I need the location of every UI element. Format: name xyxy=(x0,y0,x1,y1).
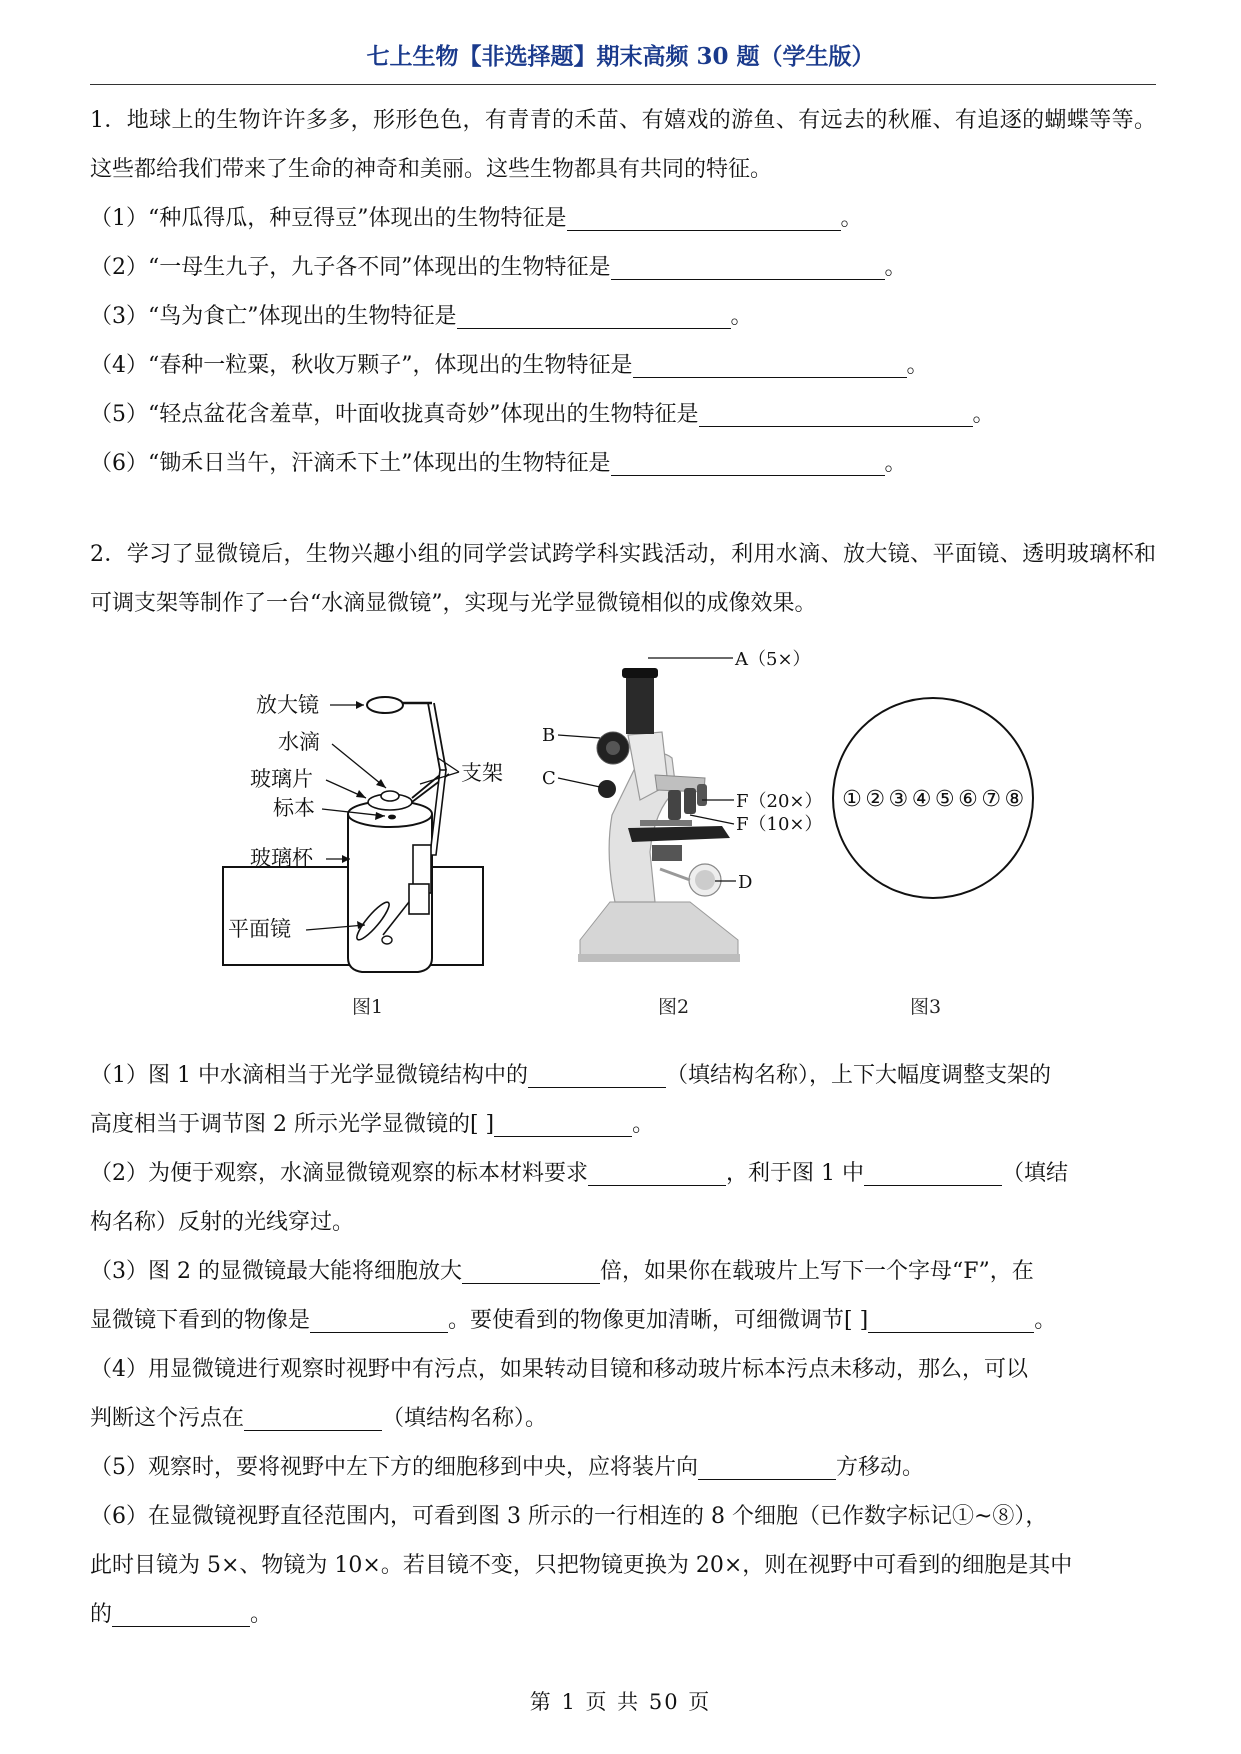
q1-item-2-text: （2）“一母生九子，九子各不同”体现出的生物特征是 xyxy=(90,255,611,280)
label-c-fine: C xyxy=(542,768,556,789)
cell-mark: ⑤ xyxy=(934,787,955,812)
label-specimen: 标本 xyxy=(273,796,315,820)
label-f-20x: F（20×） xyxy=(736,791,823,812)
answer-blank[interactable] xyxy=(528,1059,666,1088)
cell-mark: ⑦ xyxy=(981,787,1002,812)
q2-sub6-line2: 此时目镜为 5×、物镜为 10×。若目镜不变，只把物镜更换为 20×，则在视野中可看到的细胞是其中 xyxy=(90,1553,1073,1578)
q1-item-4: （4）“春种一粒粟，秋收万颗子”，体现出的生物特征是 。 xyxy=(90,341,1156,390)
answer-blank[interactable] xyxy=(611,447,885,476)
answer-blank[interactable] xyxy=(457,300,731,329)
q1-item-5-text: （5）“轻点盆花含羞草，叶面收拢真奇妙”体现出的生物特征是 xyxy=(90,402,699,427)
q2-sub6-line1: （6）在显微镜视野直径范围内，可看到图 3 所示的一行相连的 8 个细胞（已作数字标记①~⑧）， xyxy=(90,1504,1048,1529)
answer-blank[interactable] xyxy=(310,1304,448,1333)
answer-blank[interactable] xyxy=(633,349,907,378)
answer-blank[interactable] xyxy=(567,202,841,231)
cell-mark: ③ xyxy=(888,787,909,812)
label-stand: 支架 xyxy=(461,761,503,785)
q1-item-1-text: （1）“种瓜得瓜，种豆得豆”体现出的生物特征是 xyxy=(90,206,567,231)
microscope-figures xyxy=(0,640,1241,1040)
q2-sub1-line1: （1）图 1 中水滴相当于光学显微镜结构中的 （填结构名称），上下大幅度调整支架的 xyxy=(90,1051,1156,1100)
question-1-stem: 1．地球上的生物许许多多，形形色色，有青青的禾苗、有嬉戏的游鱼、有远去的秋雁、有追逐的蝴蝶等等。这些都给我们带来了生命的神奇和美丽。这些生物都具有共同的特征。 xyxy=(90,108,1156,182)
page-footer: 第 1 页 共 50 页 xyxy=(529,1690,712,1714)
q2-sub2-line2: 构名称）反射的光线穿过。 xyxy=(90,1210,355,1235)
label-glass-cup: 玻璃杯 xyxy=(250,846,313,870)
cell-mark: ④ xyxy=(911,787,932,812)
figure-2-caption: 图2 xyxy=(658,996,690,1018)
question-2-stem: 2．学习了显微镜后，生物兴趣小组的同学尝试跨学科实践活动，利用水滴、放大镜、平面镜、透明玻璃杯和可调支架等制作了一台“水滴显微镜”，实现与光学显微镜相似的成像效果。 xyxy=(90,542,1156,616)
label-water-drop: 水滴 xyxy=(278,730,320,754)
label-glass-slide: 玻璃片 xyxy=(250,767,313,791)
answer-blank[interactable] xyxy=(494,1108,632,1137)
answer-blank[interactable] xyxy=(611,251,885,280)
q2-sub6-line3: 的 。 xyxy=(90,1590,1156,1639)
q1-item-2: （2）“一母生九子，九子各不同”体现出的生物特征是 。 xyxy=(90,243,1156,292)
label-f-10x: F（10×） xyxy=(736,814,823,835)
label-b-coarse: B xyxy=(542,725,556,746)
q2-sub3-line2: 显微镜下看到的物像是 。要使看到的物像更加清晰，可细微调节[ ] 。 xyxy=(90,1296,1156,1345)
cell-mark: ⑧ xyxy=(1004,787,1025,812)
cell-mark: ⑥ xyxy=(958,787,978,812)
cell-mark: ① xyxy=(842,787,862,812)
q1-item-4-text: （4）“春种一粒粟，秋收万颗子”，体现出的生物特征是 xyxy=(90,353,633,378)
answer-blank[interactable] xyxy=(244,1402,382,1431)
q2-sub1-line2: 高度相当于调节图 2 所示光学显微镜的[ ] 。 xyxy=(90,1100,1156,1149)
answer-blank[interactable] xyxy=(699,398,973,427)
label-flat-mirror: 平面镜 xyxy=(228,917,291,941)
q1-item-3: （3）“鸟为食亡”体现出的生物特征是 。 xyxy=(90,292,1156,341)
q2-sub4-line1: （4）用显微镜进行观察时视野中有污点，如果转动目镜和移动玻片标本污点未移动，那么，可以 xyxy=(90,1357,1029,1382)
q1-item-1: （1）“种瓜得瓜，种豆得豆”体现出的生物特征是 。 xyxy=(90,194,1156,243)
page-title: 七上生物【非选择题】期末高频 30 题（学生版） xyxy=(366,43,875,70)
label-d-mirror: D xyxy=(738,872,753,893)
figure-1-water-microscope xyxy=(223,693,503,1018)
figure-2-optical-microscope xyxy=(542,649,822,1018)
label-magnifier: 放大镜 xyxy=(256,693,319,717)
header-divider xyxy=(90,84,1156,85)
q1-item-3-text: （3）“鸟为食亡”体现出的生物特征是 xyxy=(90,304,457,329)
answer-blank[interactable] xyxy=(462,1255,600,1284)
cell-mark: ② xyxy=(865,787,886,812)
q2-sub3-line1: （3）图 2 的显微镜最大能将细胞放大 倍，如果你在载玻片上写下一个字母“F”，在 xyxy=(90,1247,1156,1296)
figure-3-caption: 图3 xyxy=(910,996,942,1018)
answer-blank[interactable] xyxy=(588,1157,726,1186)
q1-item-6: （6）“锄禾日当午，汗滴禾下土”体现出的生物特征是 。 xyxy=(90,439,1156,488)
q2-sub4-line2: 判断这个污点在 （填结构名称）。 xyxy=(90,1394,1156,1443)
q2-sub5: （5）观察时，要将视野中左下方的细胞移到中央，应将装片向 方移动。 xyxy=(90,1443,1156,1492)
answer-blank[interactable] xyxy=(698,1451,836,1480)
q1-item-6-text: （6）“锄禾日当午，汗滴禾下土”体现出的生物特征是 xyxy=(90,451,611,476)
answer-blank[interactable] xyxy=(868,1304,1034,1333)
q2-sub2-line1: （2）为便于观察，水滴显微镜观察的标本材料要求 ，利于图 1 中 （填结 xyxy=(90,1149,1156,1198)
label-a-eyepiece: A（5×） xyxy=(735,649,811,670)
figure-3-field-of-view xyxy=(833,698,1033,1018)
figure-1-caption: 图1 xyxy=(352,996,384,1018)
answer-blank[interactable] xyxy=(112,1598,250,1627)
q1-item-5: （5）“轻点盆花含羞草，叶面收拢真奇妙”体现出的生物特征是 。 xyxy=(90,390,1156,439)
answer-blank[interactable] xyxy=(864,1157,1002,1186)
